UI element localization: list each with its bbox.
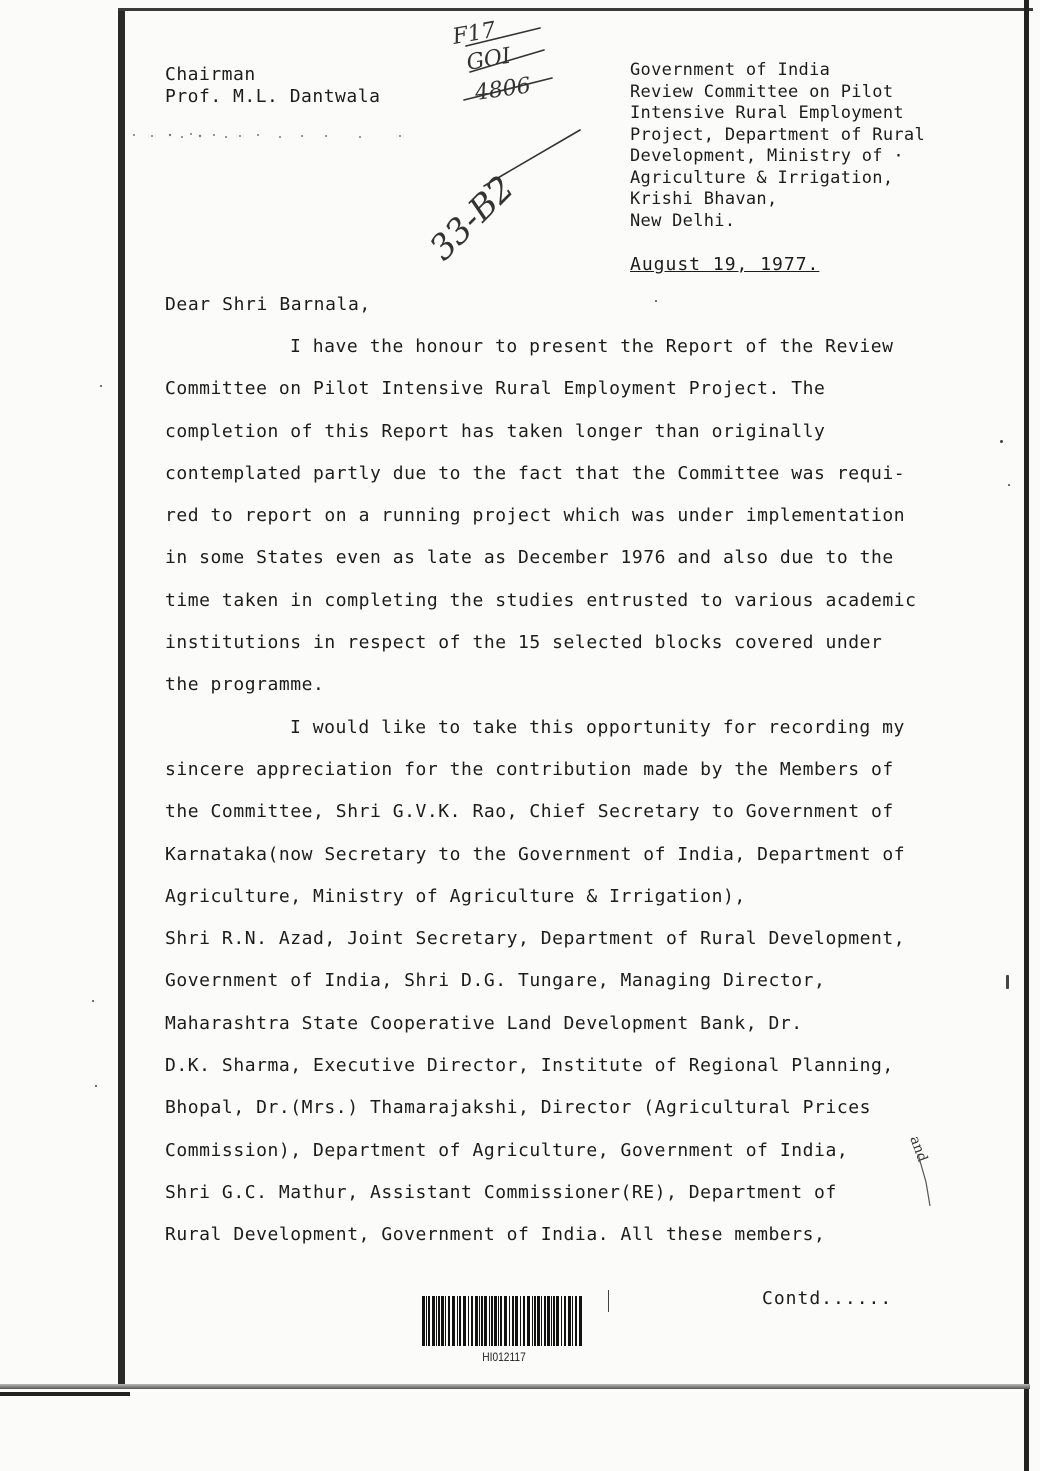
barcode-bar [575,1296,577,1346]
barcode-bar [544,1296,546,1346]
barcode-bar [572,1296,573,1346]
barcode-bar [475,1296,478,1346]
barcode-bar [432,1296,435,1346]
barcode-bar [523,1296,525,1346]
scan-speck [655,300,657,302]
barcode-bar [422,1296,425,1346]
body-line: in some States even as late as December 1976 and also due to the [165,547,894,569]
barcode-bar [438,1296,440,1346]
margin-note [900,1118,960,1212]
margin-scribble [130,128,410,147]
scan-speck [100,385,102,387]
body-line: institutions in respect of the 15 selected blocks covered under [165,632,883,654]
scan-edge-top [118,8,1033,11]
scan-speck [1006,975,1009,989]
barcode-bar [448,1296,450,1346]
address-line: Development, Ministry of · [630,146,904,166]
scan-edge-bottom [0,1384,1030,1389]
body-line: the Committee, Shri G.V.K. Rao, Chief Secretary to Government of [165,801,894,823]
address-line: Intensive Rural Employment [630,103,904,123]
margin-note-and: and [906,1133,931,1165]
barcode-bar [579,1296,582,1346]
barcode-bar [479,1296,480,1346]
scan-speck [1008,484,1010,486]
barcode-bar [498,1296,499,1346]
body-line: Committee on Pilot Intensive Rural Employment Project. The [165,378,826,400]
body-line: Bhopal, Dr.(Mrs.) Thamarajakshi, Director (Agricultural Prices [165,1097,871,1119]
barcode-bar [520,1296,521,1346]
barcode [420,1296,588,1370]
address-line: Project, Department of Rural [630,124,925,145]
annotation-line-2: GOI [464,43,513,76]
letter-date: August 19, 1977. [630,254,820,275]
barcode-bar [457,1296,458,1346]
scan-edge-left [118,8,125,1388]
handwritten-annotation [422,12,590,282]
barcode-bar [468,1296,469,1346]
barcode-bar [500,1296,502,1346]
body-line: contemplated partly due to the fact that the Committee was requi- [165,462,906,484]
barcode-bar [484,1296,487,1346]
scan-speck [95,1085,97,1087]
barcode-bar [471,1296,473,1346]
chairman-name: Prof. M.L. Dantwala [165,86,381,107]
scan-edge-right [1024,0,1029,1471]
barcode-bar [494,1296,497,1346]
committee-address [630,60,925,232]
barcode-bar [504,1296,507,1346]
letter-body [165,333,917,1264]
chairman-block [165,64,380,108]
body-line: I have the honour to present the Report of the Review [290,336,894,357]
scan-edge-bottom-left [0,1392,130,1396]
annotation-line-3: 4806 [473,73,533,106]
address-line: New Delhi. [630,210,736,231]
annotation-line-1: F17 [450,17,498,50]
body-line: Shri G.C. Mathur, Assistant Commissioner(RE), Department of [165,1181,837,1203]
barcode-bar [489,1296,490,1346]
barcode-bar [537,1296,540,1346]
barcode-bar [541,1296,542,1346]
barcode-bar [532,1296,533,1346]
barcode-bar [481,1296,483,1346]
barcode-bar [564,1296,566,1346]
barcode-bar [515,1296,518,1346]
body-line: D.K. Sharma, Executive Director, Institute of Regional Planning, [165,1055,894,1077]
address-line: Government of India [630,60,831,80]
body-line: Karnataka(now Secretary to the Government of India, Department of [165,843,906,865]
address-line: Krishi Bhavan, [630,189,778,209]
barcode-bar [445,1296,446,1346]
barcode-bar [428,1296,430,1346]
annotation-line-4: 33-B2 [422,168,523,269]
body-line: Commission), Department of Agriculture, Government of India, [165,1139,849,1161]
address-line: Review Committee on Pilot [630,81,894,102]
barcode-bar [491,1296,493,1346]
scan-speck [1000,440,1003,443]
barcode-bar [452,1296,455,1346]
barcode-bar [551,1296,552,1346]
barcode-bar [553,1296,555,1346]
barcode-bar [509,1296,510,1346]
scan-speck [92,1000,94,1002]
body-line: red to report on a running project which was under implementation [165,505,906,527]
barcode-bar [556,1296,559,1346]
body-line: Government of India, Shri D.G. Tungare, Managing Director, [165,970,826,992]
barcode-bar [463,1296,466,1346]
barcode-bar [547,1296,550,1346]
body-line: Maharashtra State Cooperative Land Development Bank, Dr. [165,1012,803,1034]
chairman-title: Chairman [165,64,256,85]
body-line: Rural Development, Government of India. All these members, [165,1224,826,1246]
barcode-bars [420,1296,588,1346]
body-line: Agriculture, Ministry of Agriculture & Irrigation), [165,885,746,907]
continued-marker: Contd...... [762,1288,893,1309]
barcode-bar [436,1296,437,1346]
barcode-bar [426,1296,427,1346]
barcode-bar [459,1296,461,1346]
salutation: Dear Shri Barnala, [165,294,371,315]
address-line: Agriculture & Irrigation, [630,167,894,188]
body-line: sincere appreciation for the contribution made by the Members of [165,758,894,780]
barcode-bar [512,1296,514,1346]
barcode-bar [568,1296,571,1346]
body-line: the programme. [165,674,325,696]
barcode-bar [534,1296,536,1346]
barcode-bar [527,1296,530,1346]
scan-speck [608,1290,609,1312]
body-line: I would like to take this opportunity for recording my [290,716,905,738]
body-line: Shri R.N. Azad, Joint Secretary, Department of Rural Development, [165,928,906,950]
barcode-label: HI012117 [482,1350,526,1364]
barcode-bar [441,1296,444,1346]
barcode-bar [561,1296,562,1346]
body-line: completion of this Report has taken longer than originally [165,420,826,442]
body-line: time taken in completing the studies entrusted to various academic [165,589,917,611]
